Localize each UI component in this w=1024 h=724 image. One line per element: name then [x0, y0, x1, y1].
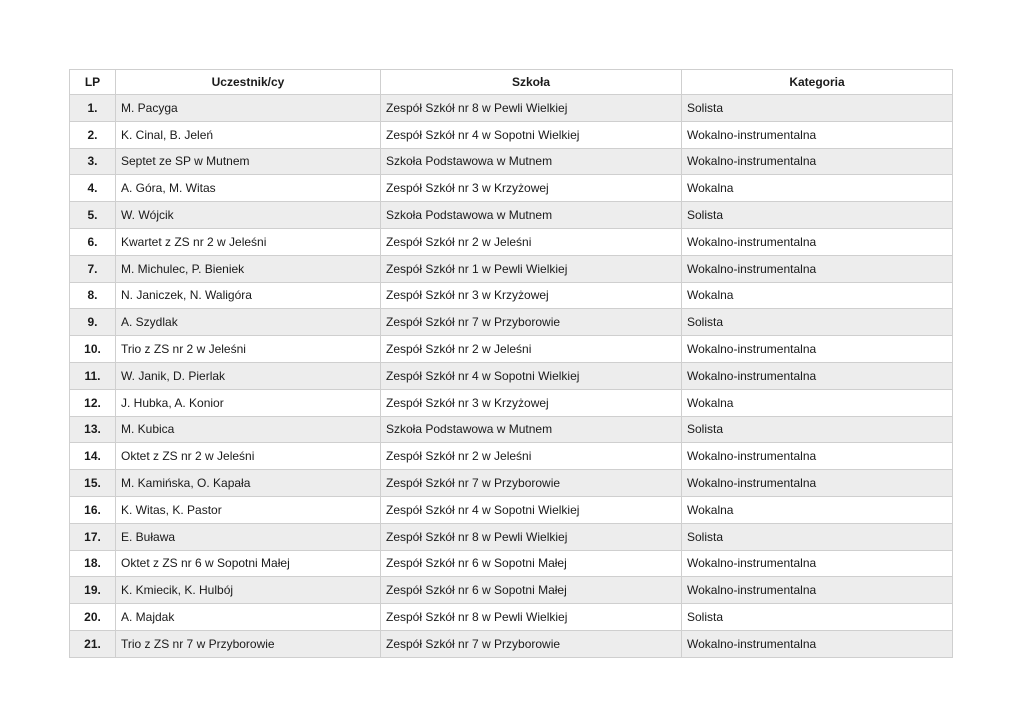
cell-school: Zespół Szkół nr 7 w Przyborowie: [381, 309, 682, 336]
cell-participant: K. Kmiecik, K. Hulbój: [116, 577, 381, 604]
cell-participant: M. Pacyga: [116, 95, 381, 122]
table-row: [70, 362, 953, 389]
table-row: [70, 336, 953, 363]
cell-participant: Trio z ZS nr 7 w Przyborowie: [116, 630, 381, 657]
cell-school: Zespół Szkół nr 7 w Przyborowie: [381, 630, 682, 657]
cell-category: Solista: [682, 95, 953, 122]
cell-participant: N. Janiczek, N. Waligóra: [116, 282, 381, 309]
column-header-category: Kategoria: [682, 70, 953, 95]
cell-lp: 20.: [70, 604, 116, 631]
table-row: [70, 604, 953, 631]
table-row: [70, 389, 953, 416]
cell-school: Zespół Szkół nr 6 w Sopotni Małej: [381, 550, 682, 577]
cell-school: Zespół Szkół nr 3 w Krzyżowej: [381, 389, 682, 416]
table-row: [70, 228, 953, 255]
cell-participant: W. Janik, D. Pierlak: [116, 362, 381, 389]
cell-lp: 4.: [70, 175, 116, 202]
cell-school: Zespół Szkół nr 3 w Krzyżowej: [381, 282, 682, 309]
table-row: [70, 255, 953, 282]
cell-lp: 9.: [70, 309, 116, 336]
table-row: [70, 95, 953, 122]
cell-lp: 16.: [70, 496, 116, 523]
cell-school: Zespół Szkół nr 4 w Sopotni Wielkiej: [381, 362, 682, 389]
cell-school: Zespół Szkół nr 4 w Sopotni Wielkiej: [381, 121, 682, 148]
column-header-participant: Uczestnik/cy: [116, 70, 381, 95]
cell-participant: Oktet z ZS nr 6 w Sopotni Małej: [116, 550, 381, 577]
table-row: [70, 523, 953, 550]
cell-participant: M. Kubica: [116, 416, 381, 443]
cell-lp: 7.: [70, 255, 116, 282]
cell-participant: E. Buława: [116, 523, 381, 550]
table-row: [70, 496, 953, 523]
cell-participant: Trio z ZS nr 2 w Jeleśni: [116, 336, 381, 363]
cell-category: Wokalno-instrumentalna: [682, 148, 953, 175]
cell-school: Zespół Szkół nr 2 w Jeleśni: [381, 228, 682, 255]
cell-category: Wokalno-instrumentalna: [682, 336, 953, 363]
cell-lp: 3.: [70, 148, 116, 175]
cell-participant: M. Michulec, P. Bieniek: [116, 255, 381, 282]
cell-category: Wokalno-instrumentalna: [682, 577, 953, 604]
cell-category: Wokalno-instrumentalna: [682, 443, 953, 470]
cell-school: Zespół Szkół nr 2 w Jeleśni: [381, 443, 682, 470]
table-row: [70, 121, 953, 148]
table-header-row: [70, 70, 953, 95]
cell-lp: 19.: [70, 577, 116, 604]
cell-category: Wokalno-instrumentalna: [682, 470, 953, 497]
table-row: [70, 416, 953, 443]
cell-category: Wokalno-instrumentalna: [682, 255, 953, 282]
cell-lp: 13.: [70, 416, 116, 443]
table-row: [70, 443, 953, 470]
cell-school: Szkoła Podstawowa w Mutnem: [381, 202, 682, 229]
cell-school: Zespół Szkół nr 2 w Jeleśni: [381, 336, 682, 363]
cell-lp: 14.: [70, 443, 116, 470]
cell-category: Wokalno-instrumentalna: [682, 121, 953, 148]
cell-participant: J. Hubka, A. Konior: [116, 389, 381, 416]
cell-category: Solista: [682, 202, 953, 229]
cell-participant: A. Szydlak: [116, 309, 381, 336]
cell-school: Zespół Szkół nr 8 w Pewli Wielkiej: [381, 523, 682, 550]
cell-participant: M. Kamińska, O. Kapała: [116, 470, 381, 497]
cell-category: Wokalna: [682, 496, 953, 523]
cell-lp: 2.: [70, 121, 116, 148]
cell-lp: 21.: [70, 630, 116, 657]
table-row: [70, 282, 953, 309]
cell-school: Zespół Szkół nr 6 w Sopotni Małej: [381, 577, 682, 604]
table-row: [70, 550, 953, 577]
cell-category: Solista: [682, 523, 953, 550]
cell-lp: 1.: [70, 95, 116, 122]
cell-category: Solista: [682, 309, 953, 336]
cell-category: Wokalna: [682, 175, 953, 202]
cell-category: Wokalno-instrumentalna: [682, 630, 953, 657]
cell-school: Zespół Szkół nr 3 w Krzyżowej: [381, 175, 682, 202]
cell-participant: K. Witas, K. Pastor: [116, 496, 381, 523]
cell-lp: 15.: [70, 470, 116, 497]
cell-school: Zespół Szkół nr 8 w Pewli Wielkiej: [381, 604, 682, 631]
cell-participant: Kwartet z ZS nr 2 w Jeleśni: [116, 228, 381, 255]
cell-school: Zespół Szkół nr 8 w Pewli Wielkiej: [381, 95, 682, 122]
cell-category: Wokalno-instrumentalna: [682, 550, 953, 577]
cell-category: Wokalno-instrumentalna: [682, 228, 953, 255]
cell-school: Szkoła Podstawowa w Mutnem: [381, 416, 682, 443]
cell-participant: A. Góra, M. Witas: [116, 175, 381, 202]
cell-school: Szkoła Podstawowa w Mutnem: [381, 148, 682, 175]
cell-category: Solista: [682, 416, 953, 443]
column-header-school: Szkoła: [381, 70, 682, 95]
table-header: [70, 70, 953, 95]
cell-school: Zespół Szkół nr 7 w Przyborowie: [381, 470, 682, 497]
cell-lp: 11.: [70, 362, 116, 389]
cell-lp: 8.: [70, 282, 116, 309]
cell-category: Wokalna: [682, 389, 953, 416]
table-row: [70, 148, 953, 175]
cell-participant: A. Majdak: [116, 604, 381, 631]
cell-participant: W. Wójcik: [116, 202, 381, 229]
cell-participant: Oktet z ZS nr 2 w Jeleśni: [116, 443, 381, 470]
cell-lp: 12.: [70, 389, 116, 416]
cell-school: Zespół Szkół nr 1 w Pewli Wielkiej: [381, 255, 682, 282]
cell-lp: 18.: [70, 550, 116, 577]
cell-lp: 17.: [70, 523, 116, 550]
table-row: [70, 202, 953, 229]
table-row: [70, 630, 953, 657]
cell-participant: Septet ze SP w Mutnem: [116, 148, 381, 175]
cell-school: Zespół Szkół nr 4 w Sopotni Wielkiej: [381, 496, 682, 523]
cell-participant: K. Cinal, B. Jeleń: [116, 121, 381, 148]
cell-category: Solista: [682, 604, 953, 631]
cell-lp: 6.: [70, 228, 116, 255]
cell-lp: 10.: [70, 336, 116, 363]
table-row: [70, 175, 953, 202]
table-body: [70, 95, 953, 658]
column-header-lp: LP: [70, 70, 116, 95]
cell-lp: 5.: [70, 202, 116, 229]
table-row: [70, 309, 953, 336]
cell-category: Wokalno-instrumentalna: [682, 362, 953, 389]
cell-category: Wokalna: [682, 282, 953, 309]
table-row: [70, 577, 953, 604]
table-row: [70, 470, 953, 497]
participants-table: [69, 69, 953, 658]
